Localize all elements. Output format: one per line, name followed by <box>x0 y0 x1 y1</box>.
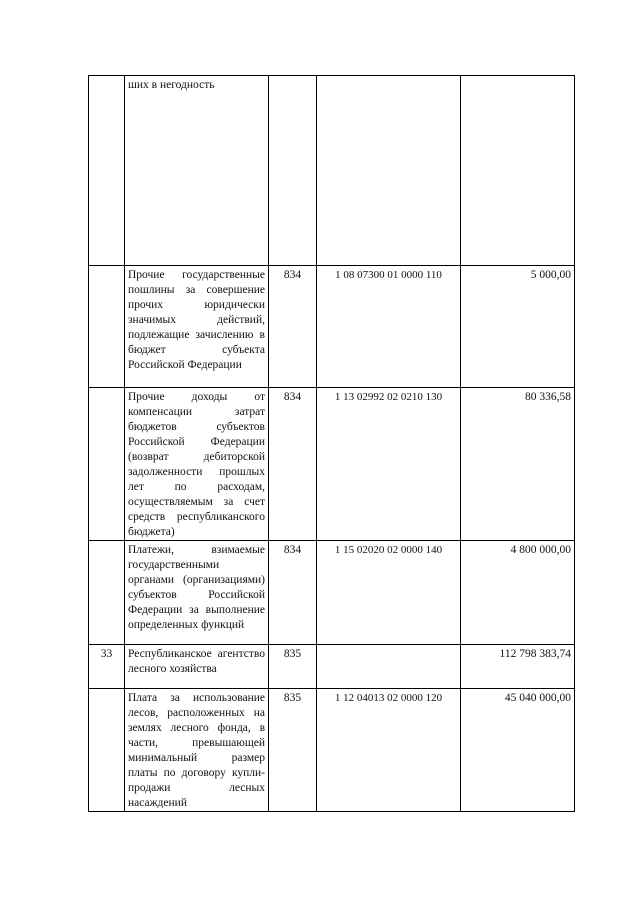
row-sum: 4 800 000,00 <box>461 541 575 645</box>
row-number: 33 <box>89 645 125 689</box>
row-name: ших в негодность <box>125 76 269 266</box>
table-row <box>89 266 575 388</box>
row-sum: 80 336,58 <box>461 388 575 541</box>
row-admin-code: 835 <box>269 645 317 689</box>
row-kbk: 1 12 04013 02 0000 120 <box>317 689 461 812</box>
row-admin-code <box>269 76 317 266</box>
revenue-table <box>88 75 575 812</box>
row-name: Платежи, взимаемые государственными органами (организациями) субъектов Российской Федерации за выполнение определенных функций <box>125 541 269 645</box>
row-admin-code: 834 <box>269 541 317 645</box>
row-name: Прочие доходы от компенсации затрат бюджетов субъектов Российской Федерации (возврат дебиторской задолженности прошлых лет по расходам, осуществляемым за счет средств республиканского бюджета) <box>125 388 269 541</box>
row-kbk <box>317 76 461 266</box>
row-name: Республиканское агентство лесного хозяйства <box>125 645 269 689</box>
table-row <box>89 541 575 645</box>
row-admin-code: 834 <box>269 388 317 541</box>
row-number <box>89 541 125 645</box>
row-name: Прочие государственные пошлины за совершение прочих юридически значимых действий, подлежащие зачислению в бюджет субъекта Российской Федерации <box>125 266 269 388</box>
row-number <box>89 388 125 541</box>
table-row <box>89 388 575 541</box>
row-number <box>89 689 125 812</box>
row-kbk: 1 08 07300 01 0000 110 <box>317 266 461 388</box>
row-number <box>89 76 125 266</box>
row-admin-code: 835 <box>269 689 317 812</box>
table-row <box>89 689 575 812</box>
row-number <box>89 266 125 388</box>
row-name: Плата за использование лесов, расположенных на землях лесного фонда, в части, превышающей минимальный размер платы по договору купли-продажи лесных насаждений <box>125 689 269 812</box>
row-kbk <box>317 645 461 689</box>
row-admin-code: 834 <box>269 266 317 388</box>
table-row <box>89 76 575 266</box>
row-sum: 112 798 383,74 <box>461 645 575 689</box>
row-sum: 45 040 000,00 <box>461 689 575 812</box>
row-kbk: 1 15 02020 02 0000 140 <box>317 541 461 645</box>
row-kbk: 1 13 02992 02 0210 130 <box>317 388 461 541</box>
table-row <box>89 645 575 689</box>
row-sum: 5 000,00 <box>461 266 575 388</box>
row-sum <box>461 76 575 266</box>
